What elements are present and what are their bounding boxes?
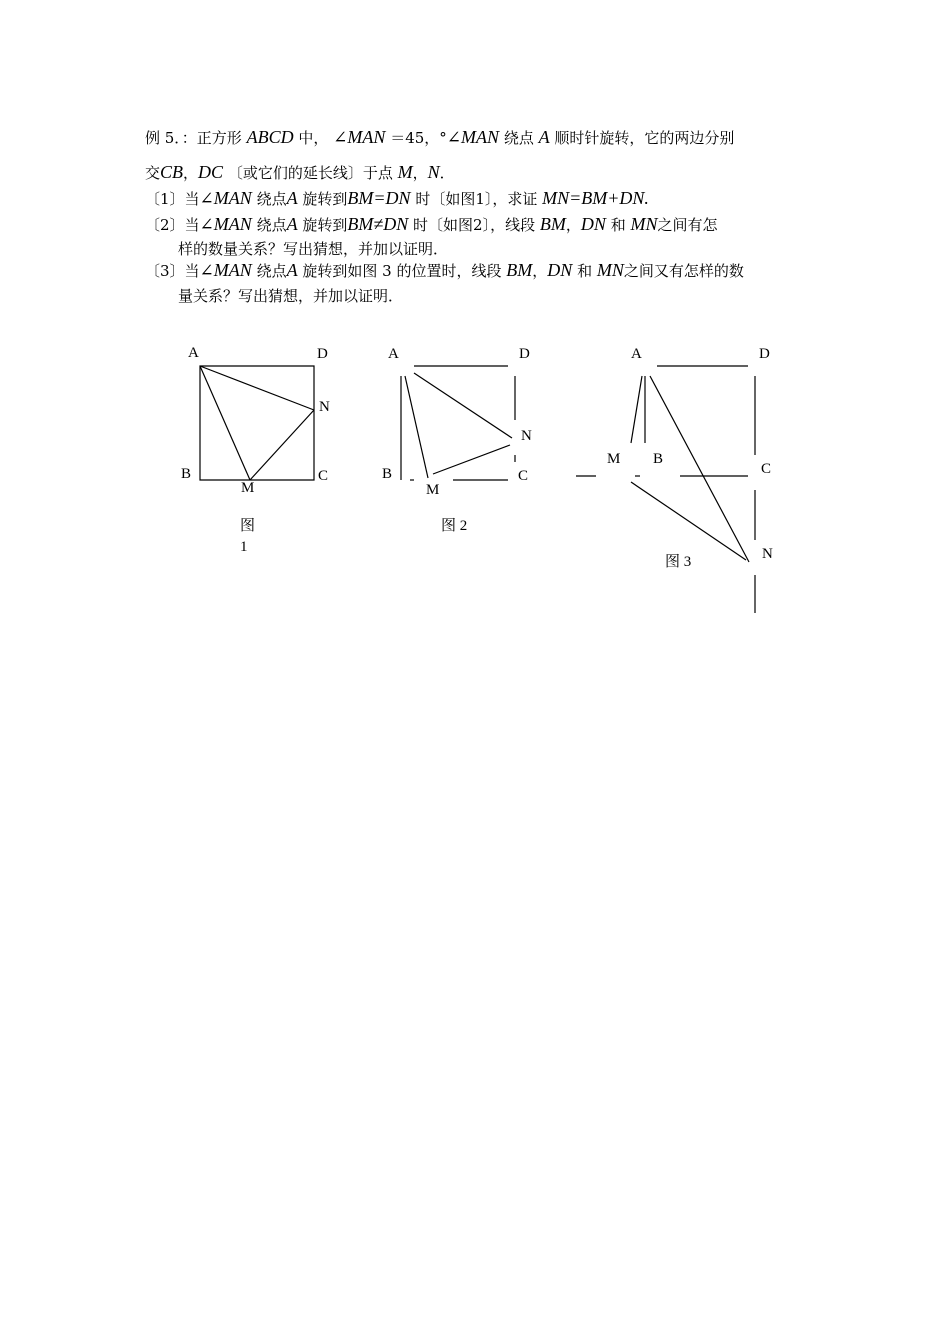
angle-symbol: ∠ bbox=[199, 261, 214, 281]
angle-symbol: ∠ bbox=[333, 128, 348, 148]
fig2-caption: 图 2 bbox=[441, 518, 468, 534]
question-2: 〔2〕当∠MAN 绕点A 旋转到BM≠DN 时〔如图2〕，线段 BM，DN 和 MN之间有怎 bbox=[145, 214, 718, 235]
fig2-label-a: A bbox=[388, 346, 399, 362]
problem-line-1: 例 5．：正方形 ABCD 中， ∠MAN ＝45，°∠MAN 绕点 A 顺时针旋转，它的两边分别 bbox=[145, 127, 735, 148]
fig1-label-b: B bbox=[181, 466, 192, 482]
fig3-label-n: N bbox=[762, 546, 773, 562]
fig1-segment-am bbox=[200, 366, 250, 480]
figure-3 bbox=[576, 346, 773, 613]
fig3-segment-mn bbox=[631, 482, 746, 560]
fig1-label-c: C bbox=[318, 468, 329, 484]
fig2-segment-am bbox=[405, 376, 428, 478]
angle-symbol: ∠ bbox=[199, 189, 214, 209]
figure-2 bbox=[382, 346, 532, 534]
fig2-segment-an bbox=[414, 373, 512, 438]
fig3-label-m: M bbox=[607, 451, 621, 467]
question-2-cont: 样的数量关系？写出猜想，并加以证明． bbox=[178, 240, 449, 258]
angle-symbol: ∠ bbox=[446, 128, 462, 148]
fig1-label-a: A bbox=[188, 345, 199, 361]
fig3-label-b: B bbox=[653, 451, 664, 467]
fig1-caption-number: 1 bbox=[240, 539, 248, 555]
fig3-caption: 图 3 bbox=[665, 554, 692, 570]
figure-1 bbox=[181, 345, 330, 555]
fig2-label-b: B bbox=[382, 466, 393, 482]
angle-symbol: ∠ bbox=[199, 215, 214, 235]
fig3-label-a: A bbox=[631, 346, 642, 362]
fig2-label-d: D bbox=[519, 346, 530, 362]
fig1-segment-mn bbox=[250, 410, 314, 480]
fig1-label-d: D bbox=[317, 346, 328, 362]
fig1-caption: 图 bbox=[240, 518, 256, 534]
question-1: 〔1〕当∠MAN 绕点A 旋转到BM=DN 时〔如图1〕，求证 MN=BM+DN. bbox=[145, 188, 649, 209]
fig1-segment-an bbox=[200, 366, 314, 410]
question-3: 〔3〕当∠MAN 绕点A 旋转到如图 3 的位置时，线段 BM，DN 和 MN之间又有怎样的数 bbox=[145, 260, 744, 281]
fig3-segment-an bbox=[650, 376, 749, 562]
fig2-label-m: M bbox=[426, 482, 440, 498]
fig3-label-c: C bbox=[761, 461, 772, 477]
problem-line-2: 交CB，DC 〔或它们的延长线〕于点 M，N． bbox=[145, 162, 455, 182]
fig3-segment-am bbox=[631, 376, 642, 443]
fig2-label-c: C bbox=[518, 468, 529, 484]
fig2-segment-mn bbox=[433, 445, 510, 474]
fig3-label-d: D bbox=[759, 346, 770, 362]
question-3-cont: 量关系？写出猜想，并加以证明． bbox=[178, 287, 404, 305]
fig1-label-m: M bbox=[241, 480, 255, 496]
fig2-label-n: N bbox=[521, 428, 532, 444]
fig1-square bbox=[200, 366, 314, 480]
fig1-label-n: N bbox=[319, 399, 330, 415]
